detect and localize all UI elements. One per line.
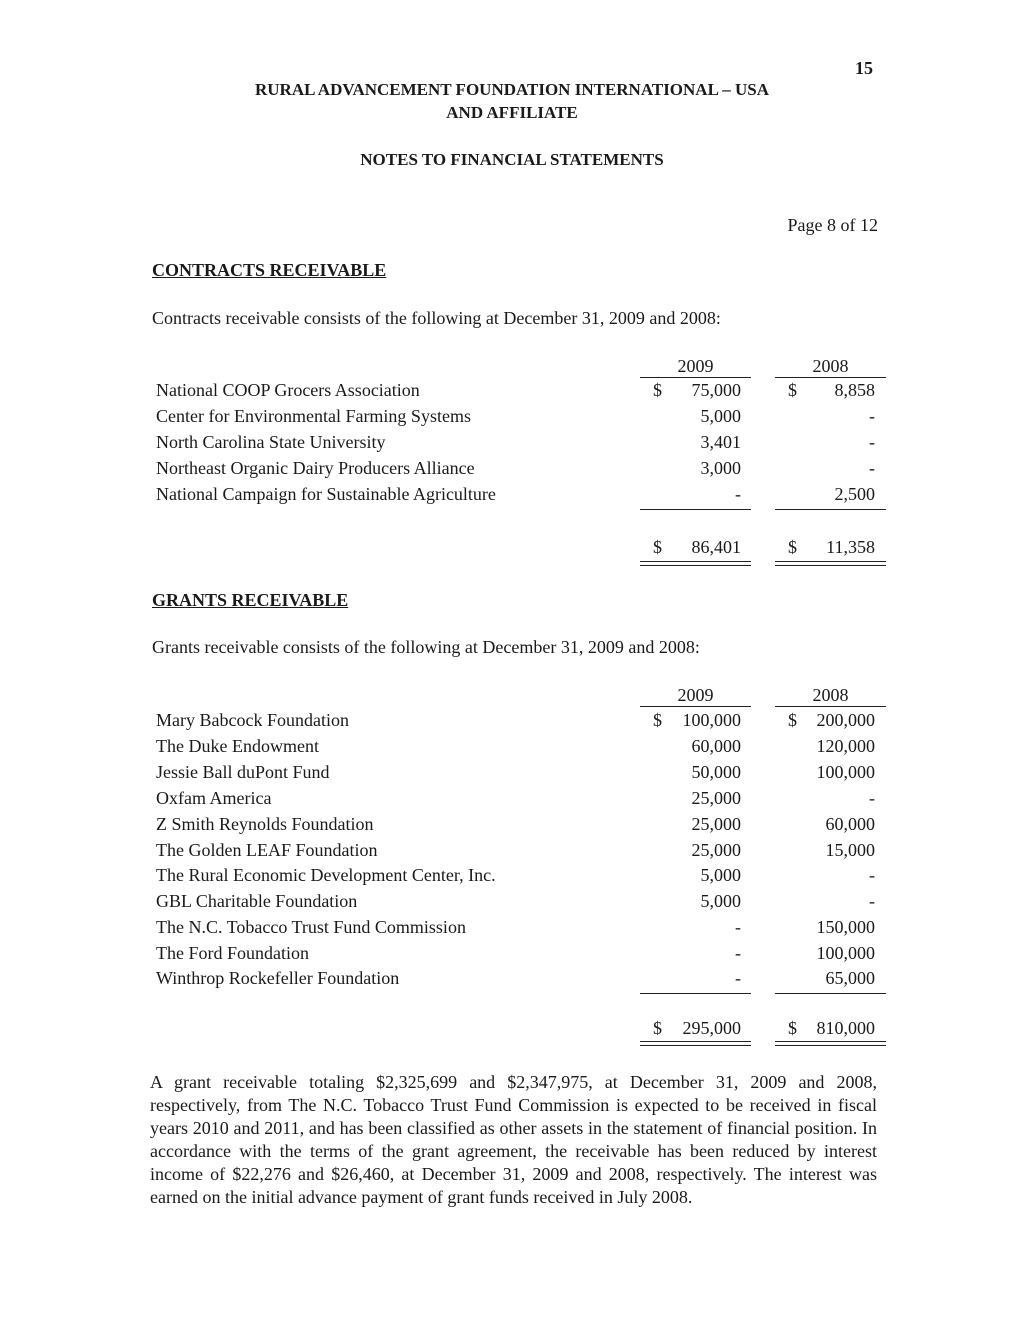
table-row (156, 814, 886, 840)
value-2009: 3,000 (700, 458, 741, 478)
table-row (156, 943, 886, 969)
page-of-indicator: Page 8 of 12 (787, 215, 878, 235)
table-row (156, 432, 886, 458)
value-2009: 25,000 (691, 840, 741, 860)
total-double-rule-2008 (775, 561, 886, 566)
row-label: Z Smith Reynolds Foundation (156, 814, 374, 834)
currency-sign: $ (653, 1018, 662, 1038)
row-label: The Ford Foundation (156, 943, 309, 963)
currency-sign: $ (788, 710, 797, 730)
row-label: GBL Charitable Foundation (156, 891, 358, 911)
value-2009: 3,401 (700, 432, 741, 452)
contracts-col-2008: 2008 (775, 356, 886, 378)
value-2008: 2,500 (834, 484, 875, 504)
value-2008: - (869, 458, 875, 478)
table-row (156, 736, 886, 762)
table-row (156, 968, 886, 994)
row-label: The Rural Economic Development Center, Inc. (156, 865, 496, 885)
row-label: National Campaign for Sustainable Agriculture (156, 484, 496, 504)
value-2008: - (869, 406, 875, 426)
value-2008: 8,858 (834, 380, 875, 400)
row-label: The Duke Endowment (156, 736, 319, 756)
value-2008: - (869, 865, 875, 885)
value-2008: 200,000 (816, 710, 875, 730)
subtotal-rule-2008 (775, 509, 886, 510)
value-2008: 150,000 (816, 917, 875, 937)
total-2009: 86,401 (691, 537, 741, 557)
subtotal-rule-2008 (775, 993, 886, 994)
row-label: National COOP Grocers Association (156, 380, 420, 400)
table-row (156, 406, 886, 432)
value-2009: - (735, 943, 741, 963)
value-2009: 100,000 (682, 710, 741, 730)
value-2009: - (735, 484, 741, 504)
total-row (156, 537, 886, 563)
table-row (156, 891, 886, 917)
value-2009: 60,000 (691, 736, 741, 756)
value-2008: - (869, 432, 875, 452)
row-label: North Carolina State University (156, 432, 386, 452)
table-row (156, 917, 886, 943)
currency-sign: $ (653, 710, 662, 730)
row-label: Northeast Organic Dairy Producers Alliance (156, 458, 475, 478)
contracts-col-2009: 2009 (640, 356, 751, 378)
page-number: 15 (855, 58, 873, 78)
document-subtitle: NOTES TO FINANCIAL STATEMENTS (360, 150, 664, 169)
row-label: Winthrop Rockefeller Foundation (156, 968, 400, 988)
value-2009: 5,000 (700, 891, 741, 911)
row-label: Oxfam America (156, 788, 272, 808)
row-label: The N.C. Tobacco Trust Fund Commission (156, 917, 466, 937)
total-2008: 11,358 (826, 537, 875, 557)
value-2008: 15,000 (825, 840, 875, 860)
row-label: Center for Environmental Farming Systems (156, 406, 471, 426)
value-2008: 65,000 (825, 968, 875, 988)
total-double-rule-2008 (775, 1041, 886, 1046)
total-2009: 295,000 (682, 1018, 741, 1038)
table-row (156, 458, 886, 484)
total-double-rule-2009 (640, 561, 751, 566)
value-2009: 50,000 (691, 762, 741, 782)
contracts-intro: Contracts receivable consists of the following at December 31, 2009 and 2008: (152, 308, 721, 328)
value-2008: - (869, 891, 875, 911)
value-2009: 75,000 (691, 380, 741, 400)
value-2009: - (735, 917, 741, 937)
subtotal-rule-2009 (640, 509, 751, 510)
org-title-line1: RURAL ADVANCEMENT FOUNDATION INTERNATIONAL – USA (254, 80, 769, 99)
value-2009: 25,000 (691, 788, 741, 808)
contracts-heading: CONTRACTS RECEIVABLE (152, 260, 387, 280)
currency-sign: $ (653, 537, 662, 557)
table-row (156, 484, 886, 510)
table-row (156, 865, 886, 891)
value-2009: 5,000 (700, 406, 741, 426)
grants-heading: GRANTS RECEIVABLE (152, 590, 349, 610)
grants-col-2009: 2009 (640, 685, 751, 707)
value-2009: - (735, 968, 741, 988)
subtotal-rule-2009 (640, 993, 751, 994)
currency-sign: $ (788, 380, 797, 400)
row-label: The Golden LEAF Foundation (156, 840, 378, 860)
grants-col-2008: 2008 (775, 685, 886, 707)
table-row (156, 762, 886, 788)
currency-sign: $ (788, 537, 797, 557)
row-label: Jessie Ball duPont Fund (156, 762, 330, 782)
value-2009: 5,000 (700, 865, 741, 885)
value-2008: 100,000 (816, 943, 875, 963)
table-row (156, 380, 886, 406)
table-row (156, 840, 886, 866)
value-2008: - (869, 788, 875, 808)
currency-sign: $ (653, 380, 662, 400)
grants-intro: Grants receivable consists of the following at December 31, 2009 and 2008: (152, 637, 700, 657)
value-2008: 60,000 (825, 814, 875, 834)
row-label: Mary Babcock Foundation (156, 710, 349, 730)
note-paragraph: A grant receivable totaling $2,325,699 and $2,347,975, at December 31, 2009 and 2008, respectively, from The N.C. Tobacco Trust Fund Commission is expected to be received in fiscal years 2010 and 2011, and has been classified as other assets in the statement of financial position. In accordance with the terms of the grant agreement, the receivable has been reduced by interest income of $22,276 and $26,460, at December 31, 2009 and 2008, respectively. The interest was earned on the initial advance payment of grant funds received in July 2008. (150, 1072, 877, 1207)
table-row (156, 788, 886, 814)
total-2008: 810,000 (816, 1018, 875, 1038)
org-title-line2: AND AFFILIATE (446, 103, 578, 122)
value-2009: 25,000 (691, 814, 741, 834)
table-row (156, 710, 886, 736)
value-2008: 120,000 (816, 736, 875, 756)
total-double-rule-2009 (640, 1041, 751, 1046)
currency-sign: $ (788, 1018, 797, 1038)
value-2008: 100,000 (816, 762, 875, 782)
